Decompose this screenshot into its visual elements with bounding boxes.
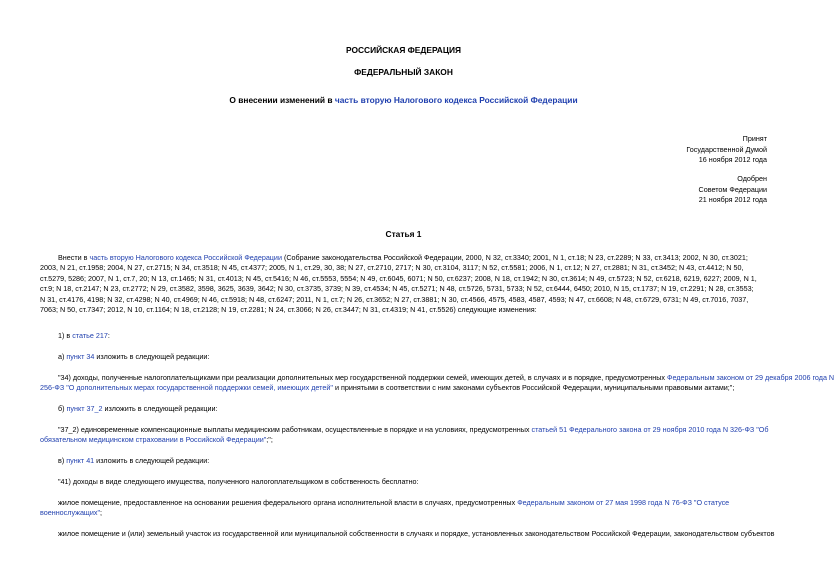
quote-34-text: "34) доходы, полученные налогоплательщиками при реализации дополнительных мер государственной поддержки семей, имеющих детей, в случаях и в порядке, предусмотренных bbox=[58, 373, 667, 382]
quote-34-line bbox=[40, 373, 834, 383]
intro-text: (Собрание законодательства Российской Федерации, 2000, N 32, ст.3340; 2001, N 1, ст.18; N 23, ст.2289; N 33, ст.3413; 2002, N 30, ст.3021; bbox=[281, 253, 748, 262]
quote-37-2-line bbox=[40, 425, 768, 435]
fz-326-link[interactable]: обязательном медицинском страховании в Российской Федерации" bbox=[40, 435, 267, 445]
intro-line bbox=[40, 253, 768, 263]
quote-37-2-text: ;"; bbox=[266, 435, 273, 445]
item-b bbox=[40, 404, 768, 414]
item-b-suffix: изложить в следующей редакции: bbox=[102, 404, 218, 413]
item-1-suffix: : bbox=[107, 331, 110, 340]
housing-text: ; bbox=[100, 508, 103, 518]
quote-34 bbox=[40, 373, 834, 394]
intro-line: ст.9; N 18, ст.2147; N 23, ст.2772; N 29, ст.3582, 3598, 3625, 3639, 3642; N 30, ст.3735, 3739; N 39, ст.4534; N 45, ст.5271; N 48, ст.5726, 5731, 5733; N 52, ст.6444, 6450; 2010, N 15, ст.1737; N 19, ст.2291; N 28, ст.3553; bbox=[40, 284, 754, 294]
housing-text: жилое помещение, предоставленное на основании решения федерального органа исполнительной власти в случаях, предусмотренных bbox=[58, 498, 518, 507]
intro-before: Внести в bbox=[58, 253, 90, 262]
point-37-2-link[interactable]: пункт 37_2 bbox=[66, 404, 103, 413]
fz-256-link[interactable]: Федеральным законом от 29 декабря 2006 года N bbox=[667, 373, 834, 382]
quote-37-2-line bbox=[40, 435, 768, 445]
item-1 bbox=[40, 331, 768, 341]
approved-label: Одобрен bbox=[737, 174, 767, 183]
approved-body: Советом Федерации bbox=[698, 184, 767, 194]
article-heading: Статья 1 bbox=[385, 229, 422, 239]
accepted-label: Принят bbox=[742, 134, 767, 143]
item-1-prefix: 1) в bbox=[58, 331, 73, 340]
item-a bbox=[40, 352, 768, 362]
item-a-suffix: изложить в следующей редакции: bbox=[94, 352, 210, 361]
approved-date: 21 ноября 2012 года bbox=[698, 195, 767, 204]
housing-line bbox=[40, 498, 768, 508]
law-title bbox=[0, 95, 807, 105]
quote-37-2 bbox=[40, 425, 768, 446]
tax-code-link[interactable]: часть вторую Налогового кодекса Российской Федерации bbox=[334, 95, 578, 105]
fz-76-link[interactable]: Федеральным законом от 27 мая 1998 года N 76-ФЗ "О статусе bbox=[517, 498, 730, 507]
fz-76-link[interactable]: военнослужащих" bbox=[40, 508, 101, 518]
item-b-prefix: б) bbox=[58, 404, 67, 413]
item-v-suffix: изложить в следующей редакции: bbox=[94, 456, 210, 465]
quote-37-2-text: "37_2) единовременные компенсационные выплаты медицинским работникам, осуществленные в порядке и на условиях, предусмотренных bbox=[58, 425, 532, 434]
accepted-date: 16 ноября 2012 года bbox=[698, 155, 767, 164]
land-paragraph bbox=[40, 529, 775, 539]
law-title-prefix: О внесении изменений в bbox=[229, 95, 335, 105]
item-v-prefix: в) bbox=[58, 456, 67, 465]
quote-34-line bbox=[40, 383, 768, 393]
land-line: жилое помещение и (или) земельный участок из государственной или муниципальной собственности в случаях и порядке, установленных законодательством Российской Федерации, законодательством субъектов bbox=[58, 529, 775, 538]
article-217-link[interactable]: статье 217 bbox=[72, 331, 108, 340]
intro-line: 2003, N 21, ст.1958; 2004, N 27, ст.2715; N 34, ст.3518; N 45, ст.4377; 2005, N 1, ст.29, 30, 38; N 27, ст.2710, 2717; N 30, ст.3104, 3117; N 52, ст.5581; 2006, N 1, ст.12; N 27, ст.2881; N 31, ст.3452; N 43, ст.4412; N 50, bbox=[40, 263, 744, 273]
fz-326-link[interactable]: статьей 51 Федерального закона от 29 ноября 2010 года N 326-ФЗ "Об bbox=[531, 425, 769, 434]
quote-34-text: и принятыми в соответствии с ним законами субъектов Российской Федерации, муниципальными правовыми актами;"; bbox=[332, 383, 735, 393]
intro-line: 7063; N 50, ст.7347; 2012, N 10, ст.1164; N 18, ст.2128; N 19, ст.2281; N 24, ст.3066; N 26, ст.3447; N 31, ст.4319; N 41, ст.5526) следующие изменения: bbox=[40, 305, 537, 315]
housing-paragraph bbox=[40, 498, 768, 519]
quote-41: "41) доходы в виде следующего имущества, полученного налогоплательщиком в собственность бесплатно: bbox=[58, 477, 419, 486]
item-a-prefix: а) bbox=[58, 352, 67, 361]
intro-paragraph bbox=[40, 253, 768, 315]
housing-line bbox=[40, 508, 768, 518]
intro-tax-code-link[interactable]: часть вторую Налогового кодекса Российской Федерации bbox=[89, 253, 282, 262]
fz-256-link[interactable]: 256-ФЗ "О дополнительных мерах государственной поддержки семей, имеющих детей" bbox=[40, 383, 333, 393]
law-type-heading: ФЕДЕРАЛЬНЫЙ ЗАКОН bbox=[354, 67, 453, 77]
intro-line: N 31, ст.4176, 4198; N 32, ст.4298; N 40, ст.4969; N 46, ст.5918; N 48, ст.6247; 2011, N 1, ст.7; N 26, ст.3652; N 27, ст.3881; N 30, ст.4566, 4575, 4583, 4587, 4593; N 47, ст.6608; N 48, ст.6729, 6731; N 49, ст.7016, 7037, bbox=[40, 294, 749, 304]
approved-block bbox=[699, 174, 767, 206]
country-heading: РОССИЙСКАЯ ФЕДЕРАЦИЯ bbox=[345, 45, 462, 55]
point-34-link[interactable]: пункт 34 bbox=[66, 352, 95, 361]
accepted-body: Государственной Думой bbox=[686, 144, 767, 154]
accepted-block bbox=[686, 134, 767, 166]
item-v bbox=[40, 456, 768, 466]
intro-line: ст.5279, 5286; 2007, N 1, ст.7, 20; N 13, ст.1465; N 31, ст.4013; N 45, ст.5416; N 46, ст.5553, 5554; N 49, ст.6045, 6071; N 50, ст.6237; 2008, N 18, ст.1942; N 30, ст.3614; N 49, ст.5723; N 52, ст.6218, 6219, 6227; 2009, N 1, bbox=[40, 273, 757, 283]
point-41-link[interactable]: пункт 41 bbox=[66, 456, 95, 465]
